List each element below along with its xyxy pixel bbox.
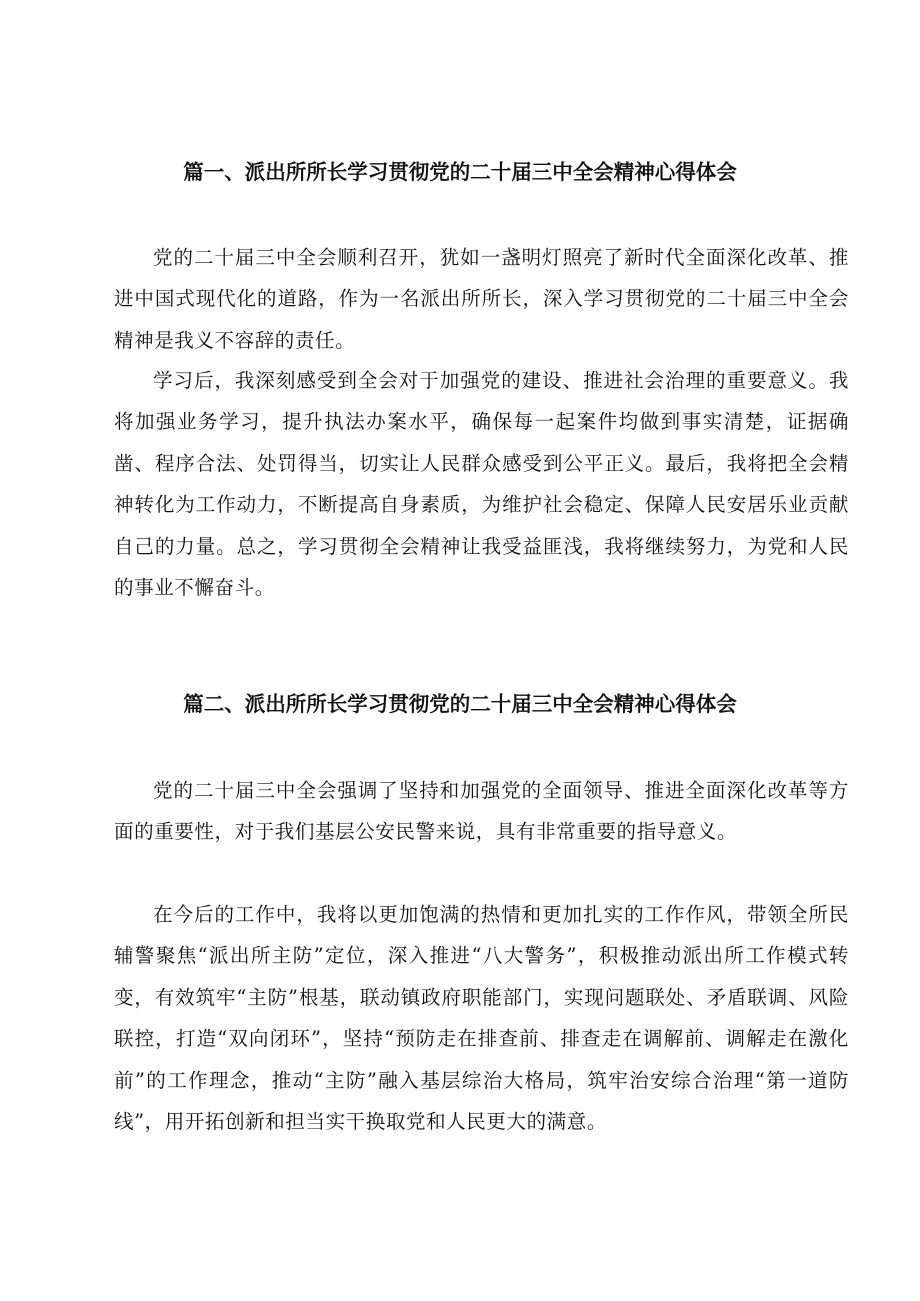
section-1-paragraph-1: 党的二十届三中全会顺利召开，犹如一盏明灯照亮了新时代全面深化改革、推进中国式现代化的道路，作为一名派出所所长，深入学习贯彻党的二十届三中全会精神是我义不容辞的责任。 <box>114 246 849 352</box>
section-2-paragraph-1: 党的二十届三中全会强调了坚持和加强党的全面领导、推进全面深化改革等方面的重要性，对于我们基层公安民警来说，具有非常重要的指导意义。 <box>114 779 849 844</box>
section-2-paragraph-2: 在今后的工作中，我将以更加饱满的热情和更加扎实的工作作风，带领全所民辅警聚焦“派出所主防”定位，深入推进“八大警务”，积极推动派出所工作模式转变，有效筑牢“主防”根基，联动镇政府职能部门，实现问题联处、矛盾联调、风险联控，打造“双向闭环”，坚持“预防走在排查前、排查走在调解前、调解走在激化前”的工作理念，推动“主防”融入基层综治大格局，筑牢治安综合治理“第一道防线”，用开拓创新和担当实干换取党和人民更大的满意。 <box>114 903 849 1134</box>
section-title-2: 篇二、派出所所长学习贯彻党的二十届三中全会精神心得体会 <box>183 692 737 716</box>
section-1-paragraph-2: 学习后，我深刻感受到全会对于加强党的建设、推进社会治理的重要意义。我将加强业务学习，提升执法办案水平，确保每一起案件均做到事实清楚，证据确凿、程序合法、处罚得当，切实让人民群众感受到公平正义。最后，我将把全会精神转化为工作动力，不断提高自身素质，为维护社会稳定、保障人民安居乐业贡献自己的力量。总之，学习贯彻全会精神让我受益匪浅，我将继续努力，为党和人民的事业不懈奋斗。 <box>114 369 849 600</box>
section-title-1: 篇一、派出所所长学习贯彻党的二十届三中全会精神心得体会 <box>183 160 737 184</box>
